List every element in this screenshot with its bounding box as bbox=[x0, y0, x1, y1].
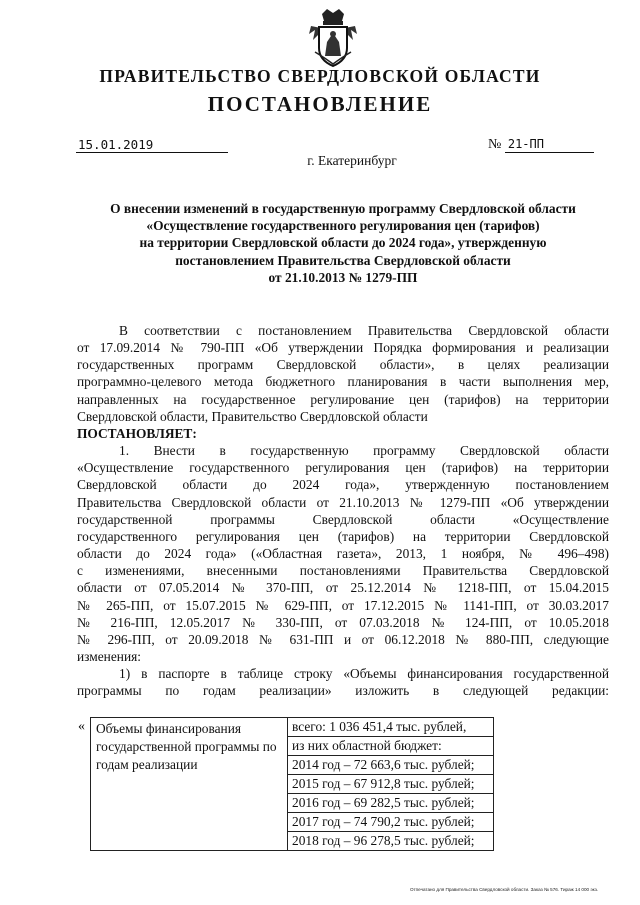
open-quote: « bbox=[78, 719, 85, 734]
number-value: 21-ПП bbox=[505, 137, 594, 153]
table-values-cell bbox=[288, 718, 494, 851]
subitem1-line: программы по годам реализации» изложить в следующей редакции: bbox=[77, 683, 609, 699]
title-line: постановлением Правительства Свердловской области bbox=[175, 252, 511, 268]
print-footer: Отпечатано для Правительства Свердловской области. Заказ № 576. Тираж 14 000 экз. bbox=[410, 887, 599, 892]
table-value: 2016 год – 69 282,5 тыс. рублей; bbox=[288, 794, 493, 813]
item1-line: Свердловской области до 2024 года», утвержденную постановлением bbox=[77, 477, 609, 493]
subitem1-line: 1) в паспорте в таблице строку «Объемы финансирования государственной bbox=[119, 666, 609, 682]
government-name: ПРАВИТЕЛЬСТВО СВЕРДЛОВСКОЙ ОБЛАСТИ bbox=[99, 66, 541, 86]
decree-word: ПОСТАНОВЛЯЕТ: bbox=[77, 425, 197, 441]
item1-line: изменения: bbox=[77, 648, 142, 664]
number-sign: № bbox=[488, 137, 502, 152]
table-value: из них областной бюджет: bbox=[288, 737, 493, 756]
item1-line: области от 07.05.2014 № 370-ПП, от 25.12.2014 № 1218-ПП, от 15.04.2015 bbox=[77, 580, 609, 596]
item1-line: с изменениями, внесенными постановлениями Правительства Свердловской bbox=[77, 563, 609, 579]
item1-line: области до 2024 года» («Областная газета», 2013, 1 ноября, № 496–498) bbox=[77, 546, 609, 562]
item1-line: № 216-ПП, 12.05.2017 № 330-ПП, от 07.03.2018 № 124-ПП, от 10.05.2018 bbox=[77, 614, 609, 630]
item1-line: государственной программы Свердловской области «Осуществление bbox=[77, 511, 609, 527]
table-value: 2015 год – 67 912,8 тыс. рублей; bbox=[288, 775, 493, 794]
document-title bbox=[78, 200, 608, 286]
table-label-cell: Объемы финансирования государственной программы по годам реализации bbox=[91, 718, 288, 851]
preamble-line: В соответствии с постановлением Правительства Свердловской области bbox=[119, 323, 609, 338]
item1-line: Правительства Свердловской области от 21.10.2013 № 1279-ПП «Об утверждении bbox=[77, 494, 609, 510]
financing-table bbox=[90, 717, 494, 851]
table-value: 2018 год – 96 278,5 тыс. рублей; bbox=[292, 833, 475, 848]
preamble-line: программно-целевого метода бюджетного планирования в части выполнения мер, bbox=[77, 374, 609, 390]
table-value: 2017 год – 74 790,2 тыс. рублей; bbox=[288, 813, 493, 832]
item1-line: № 265-ПП, от 15.07.2015 № 629-ПП, от 17.12.2015 № 1141-ПП, от 30.03.2017 bbox=[77, 597, 609, 613]
title-line: от 21.10.2013 № 1279-ПП bbox=[268, 269, 418, 285]
item1-line: «Осуществление государственного регулирования цен (тарифов) на территории bbox=[77, 460, 609, 476]
preamble-line: направленных на государственное регулирование цен (тарифов) на территории bbox=[77, 391, 609, 407]
preamble-line: государственных программ Свердловской области», в целях реализации bbox=[77, 357, 609, 373]
item1-line: № 296-ПП, от 20.09.2018 № 631-ПП и от 06.12.2018 № 880-ПП, следующие bbox=[77, 631, 609, 647]
document-number bbox=[488, 137, 610, 153]
city: г. Екатеринбург bbox=[307, 153, 397, 168]
item1-line: государственного регулирования цен (тарифов) на территории Свердловской bbox=[77, 528, 609, 544]
coat-of-arms-icon bbox=[305, 8, 361, 68]
table-value: всего: 1 036 451,4 тыс. рублей, bbox=[288, 718, 493, 737]
preamble-line: от 17.09.2014 № 790-ПП «Об утверждении Порядка формирования и реализации bbox=[77, 340, 609, 356]
document-type: ПОСТАНОВЛЕНИЕ bbox=[207, 92, 433, 116]
document-body bbox=[77, 322, 609, 699]
document-date: 15.01.2019 bbox=[76, 137, 228, 153]
table-value: 2014 год – 72 663,6 тыс. рублей; bbox=[288, 756, 493, 775]
title-line: «Осуществление государственного регулирования цен (тарифов) bbox=[146, 218, 540, 234]
title-line: на территории Свердловской области до 2024 года», утвержденную bbox=[139, 235, 547, 251]
title-line: О внесении изменений в государственную программу Свердловской области bbox=[110, 201, 576, 216]
preamble-line: Свердловской области, Правительство Свердловской области bbox=[77, 408, 428, 424]
table-row bbox=[91, 718, 494, 851]
item1-line: 1. Внести в государственную программу Свердловской области bbox=[119, 443, 609, 459]
